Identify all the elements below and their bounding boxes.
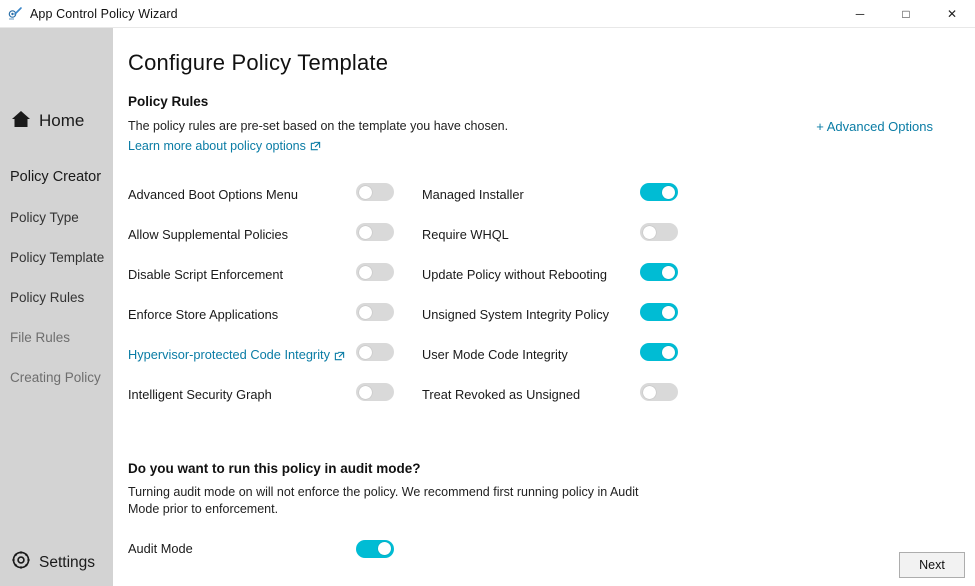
sidebar <box>0 28 113 586</box>
sidebar-item-home[interactable] <box>0 107 113 135</box>
rule-toggle-cell <box>640 263 706 286</box>
maximize-button[interactable]: □ <box>902 6 910 21</box>
rule-toggle-cell <box>356 223 422 246</box>
gear-icon <box>10 549 32 576</box>
next-button[interactable]: Next <box>899 552 965 578</box>
sidebar-item-label: Creating Policy <box>10 369 101 385</box>
rule-label-unsigned-system-integrity-policy: Unsigned System Integrity Policy <box>422 307 610 323</box>
sidebar-item-settings[interactable] <box>10 549 95 576</box>
sidebar-item-label: File Rules <box>10 329 71 345</box>
section-title-policy-rules: Policy Rules <box>128 94 209 109</box>
page-title: Configure Policy Template <box>128 50 389 75</box>
policy-rules-grid <box>128 175 975 415</box>
title-bar <box>0 0 975 28</box>
sidebar-item-policy-creator[interactable] <box>0 157 113 197</box>
rule-label-intelligent-security-graph: Intelligent Security Graph <box>128 387 272 403</box>
rule-label-user-mode-code-integrity: User Mode Code Integrity <box>422 347 568 363</box>
learn-more-link[interactable] <box>128 139 321 153</box>
toggle-audit-mode[interactable] <box>356 540 394 558</box>
rule-label-audit-mode: Audit Mode <box>128 541 193 557</box>
external-link-icon <box>310 141 321 152</box>
rule-label-advanced-boot-options-menu: Advanced Boot Options Menu <box>128 187 299 203</box>
rule-toggle-cell <box>640 303 706 326</box>
main-content <box>113 28 975 586</box>
toggle-require-whql[interactable] <box>640 223 678 241</box>
rule-label-update-policy-without-rebooting: Update Policy without Rebooting <box>422 267 607 283</box>
rule-label-managed-installer: Managed Installer <box>422 187 524 203</box>
rule-toggle-cell <box>640 343 706 366</box>
rule-label-hypervisor-protected-code-integrity[interactable] <box>128 347 356 362</box>
toggle-intelligent-security-graph[interactable] <box>356 383 394 401</box>
toggle-hypervisor-protected-code-integrity[interactable] <box>356 343 394 361</box>
sidebar-home-label: Home <box>39 111 85 130</box>
rule-toggle-cell <box>356 343 422 366</box>
rule-label-require-whql: Require WHQL <box>422 227 509 243</box>
sidebar-item-file-rules[interactable] <box>0 317 113 357</box>
rule-toggle-cell <box>640 223 706 246</box>
toggle-allow-supplemental-policies[interactable] <box>356 223 394 241</box>
toggle-update-policy-without-rebooting[interactable] <box>640 263 678 281</box>
rule-label-disable-script-enforcement: Disable Script Enforcement <box>128 267 284 283</box>
app-shell <box>0 28 975 586</box>
rule-toggle-cell <box>356 183 422 206</box>
rule-toggle-cell <box>640 383 706 406</box>
window-title: App Control Policy Wizard <box>30 6 178 21</box>
rule-toggle-cell <box>356 383 422 406</box>
minimize-button[interactable]: ─ <box>855 6 865 21</box>
sidebar-item-creating-policy[interactable] <box>0 357 113 397</box>
rule-label-enforce-store-applications: Enforce Store Applications <box>128 307 279 323</box>
toggle-unsigned-system-integrity-policy[interactable] <box>640 303 678 321</box>
toggle-managed-installer[interactable] <box>640 183 678 201</box>
sidebar-item-policy-type[interactable] <box>0 197 113 237</box>
sidebar-item-label: Policy Template <box>10 249 105 265</box>
toggle-enforce-store-applications[interactable] <box>356 303 394 321</box>
toggle-user-mode-code-integrity[interactable] <box>640 343 678 361</box>
audit-mode-row <box>128 540 975 558</box>
sidebar-item-policy-template[interactable] <box>0 237 113 277</box>
window-controls <box>837 0 975 27</box>
close-button[interactable]: ✕ <box>946 6 958 21</box>
rule-label-allow-supplemental-policies: Allow Supplemental Policies <box>128 227 289 243</box>
rule-toggle-cell <box>356 303 422 326</box>
audit-mode-question: Do you want to run this policy in audit mode? <box>128 460 421 476</box>
sidebar-settings-label: Settings <box>39 553 96 571</box>
sidebar-item-label: Policy Rules <box>10 289 85 305</box>
audit-mode-description: Turning audit mode on will not enforce the policy. We recommend first running policy in Audit Mode prior to enforcement. <box>128 484 639 516</box>
wizard-app-icon <box>7 6 23 22</box>
advanced-options-toggle[interactable]: + Advanced Options <box>816 119 933 134</box>
sidebar-item-label: Policy Creator <box>10 169 102 185</box>
sidebar-item-policy-rules[interactable] <box>0 277 113 317</box>
toggle-advanced-boot-options-menu[interactable] <box>356 183 394 201</box>
sidebar-steps <box>0 157 113 397</box>
sidebar-item-label: Policy Type <box>10 209 79 225</box>
toggle-disable-script-enforcement[interactable] <box>356 263 394 281</box>
rule-label-treat-revoked-as-unsigned: Treat Revoked as Unsigned <box>422 387 581 403</box>
rule-label-text: Hypervisor-protected Code Integrity <box>128 347 330 363</box>
toggle-treat-revoked-as-unsigned[interactable] <box>640 383 678 401</box>
external-link-icon <box>334 350 345 361</box>
learn-more-label: Learn more about policy options <box>128 138 306 153</box>
rule-toggle-cell <box>356 263 422 286</box>
rule-toggle-cell <box>640 183 706 206</box>
home-icon <box>10 109 32 134</box>
section-description: The policy rules are pre-set based on the template you have chosen. <box>128 119 509 133</box>
